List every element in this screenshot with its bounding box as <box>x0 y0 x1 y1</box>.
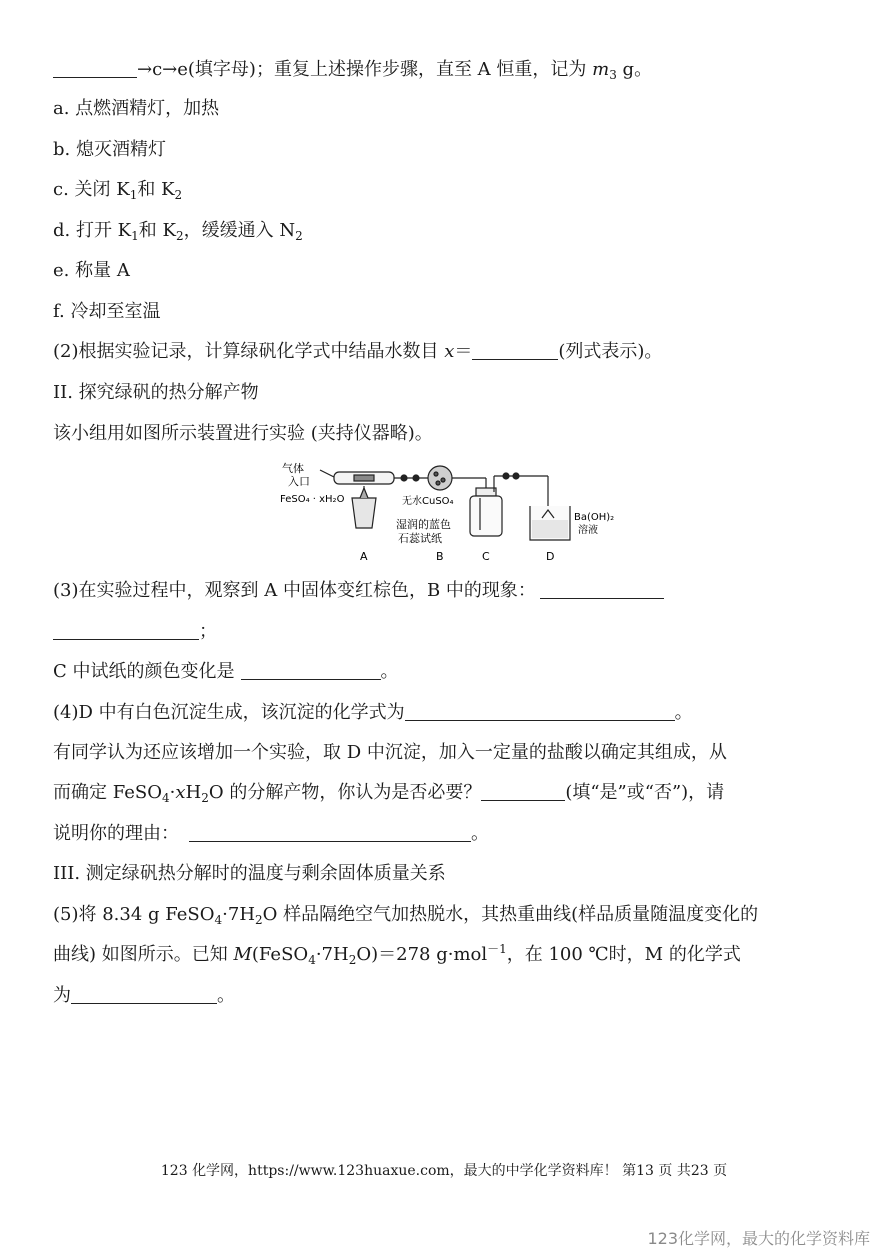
question-2: (2)根据实验记录，计算绿矾化学式中结晶水数目 x＝ (列式表示)。 <box>53 341 663 362</box>
section-2-title: II. 探究绿矾的热分解产物 <box>53 382 259 403</box>
option-d: d. 打开 $K_1$和 $K_2$，缓缓通入 $N_2$ <box>53 220 303 243</box>
svg-text:石蕊试纸: 石蕊试纸 <box>398 532 442 545</box>
question-5: (5)将 8.34 g $FeSO_4\cdot 7H_2O$ 样品隔绝空气加热脱水，其热重曲线(样品质量随温度变化的 <box>53 904 759 927</box>
option-b: b. 熄灭酒精灯 <box>53 139 166 160</box>
svg-text:溶液: 溶液 <box>578 525 598 536</box>
watermark: 123化学网，最大的化学资料库 <box>647 1229 870 1248</box>
svg-text:无水CuSO₄: 无水CuSO₄ <box>402 496 454 507</box>
paragraph-line-2: 而确定 $FeSO_4\cdot xH_2O$ 的分解产物，你认为是否必要？ (填“是”或“否”)，请 <box>53 782 725 805</box>
paragraph-line-3: 说明你的理由： 。 <box>53 823 489 844</box>
paragraph-line-1: 有同学认为还应该增加一个实验，取 D 中沉淀，加入一定量的盐酸以确定其组成，从 <box>53 742 727 763</box>
question-3-cont: ； <box>53 620 217 644</box>
svg-text:A: A <box>360 550 368 563</box>
question-5-line-2: 曲线) 如图所示。已知 $M(FeSO_4\cdot 7H_2O)=278$ g·mol$^{-1}$，在 100 ℃时，M 的化学式 <box>53 942 741 967</box>
svg-text:入口: 入口 <box>288 475 310 488</box>
option-c: c. 关闭 $K_1$和 $K_2$ <box>53 179 183 202</box>
gas-bottle <box>470 496 502 536</box>
apparatus-diagram <box>280 458 620 570</box>
answer-blank[interactable] <box>53 59 137 78</box>
svg-text:Ba(OH)₂: Ba(OH)₂ <box>574 512 615 523</box>
svg-text:D: D <box>546 550 555 563</box>
question-3: (3)在实验过程中，观察到 A 中固体变红棕色，B 中的现象： <box>53 579 664 603</box>
question-3-c: C 中试纸的颜色变化是 。 <box>53 661 399 682</box>
answer-blank[interactable] <box>481 782 565 801</box>
svg-text:FeSO₄ · xH₂O: FeSO₄ · xH₂O <box>280 494 345 505</box>
answer-blank[interactable] <box>540 580 664 599</box>
drying-bulb <box>428 466 452 490</box>
option-f: f. 冷却至室温 <box>53 301 161 322</box>
page-footer: 123 化学网，https://www.123huaxue.com，最大的中学化学资料库！ 第13 页 共23 页 <box>160 1163 728 1179</box>
section-2-intro: 该小组用如图所示装置进行实验 (夹持仪器略)。 <box>53 423 433 444</box>
answer-blank[interactable] <box>405 702 675 721</box>
answer-blank[interactable] <box>71 985 217 1004</box>
step-order-line: →c→e(填字母)；重复上述操作步骤，直至 A 恒重，记为 $m_3$ g。 <box>53 58 652 82</box>
svg-text:B: B <box>436 550 444 563</box>
bottle-stopper <box>476 488 496 496</box>
answer-blank[interactable] <box>241 661 381 680</box>
question-4: (4)D 中有白色沉淀生成，该沉淀的化学式为 。 <box>53 702 693 723</box>
option-e: e. 称量 A <box>53 260 130 281</box>
answer-blank[interactable] <box>189 823 471 842</box>
svg-text:C: C <box>482 550 490 563</box>
svg-text:湿润的蓝色: 湿润的蓝色 <box>396 518 451 531</box>
sample-solid <box>354 475 374 481</box>
answer-blank[interactable] <box>472 341 558 360</box>
option-a: a. 点燃酒精灯，加热 <box>53 98 220 119</box>
answer-blank[interactable] <box>53 621 199 640</box>
section-3-title: III. 测定绿矾热分解时的温度与剩余固体质量关系 <box>53 863 446 884</box>
question-5-line-3: 为 。 <box>53 985 235 1006</box>
alcohol-lamp <box>352 498 376 528</box>
svg-text:气体: 气体 <box>282 462 304 475</box>
